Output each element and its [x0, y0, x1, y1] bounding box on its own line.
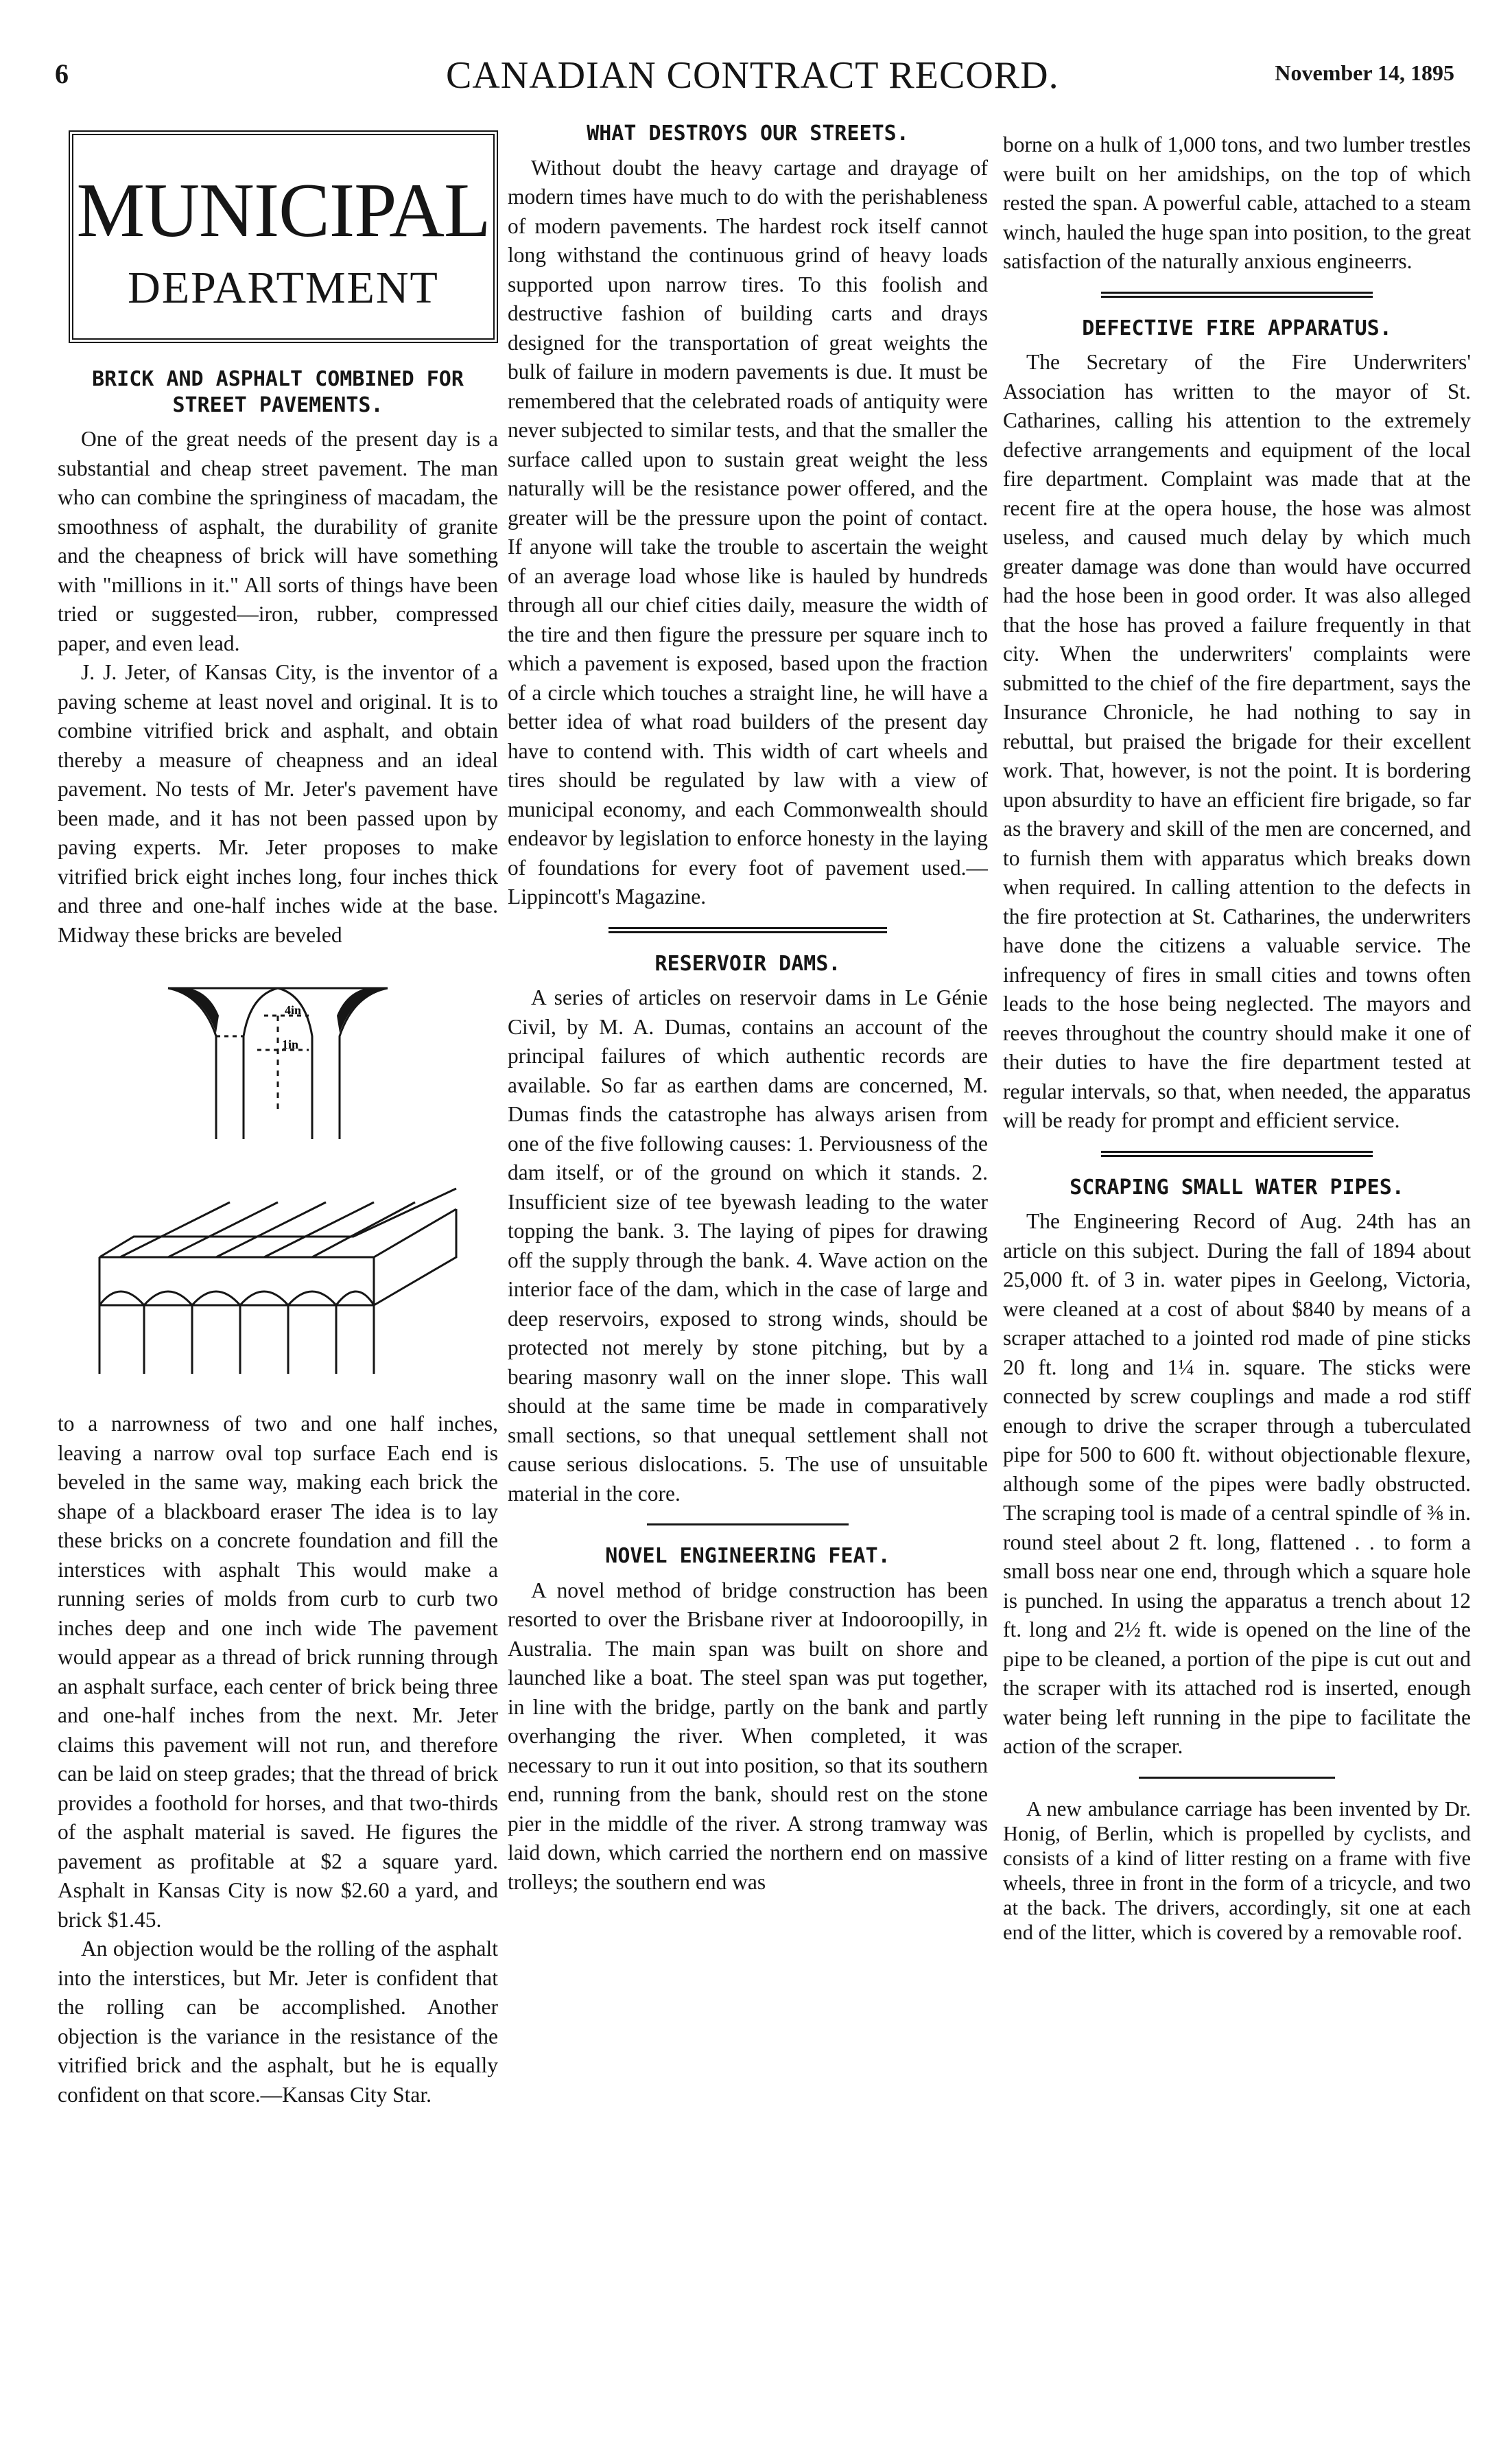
section-divider	[1139, 1777, 1335, 1779]
section-divider	[647, 1523, 849, 1525]
article-brick-p3: to a narrowness of two and one half inches, leaving a narrow oval top surface Each end is beveled in the same way, making each brick the shape of a blackboard eraser The idea is to lay these bricks on a concrete foundation and fill the interstices with asphalt This would make a running series of molds from curb to curb two inches deep and one inch wide The pavement would appear as a thread of brick running through an asphalt surface, each center of brick being three and one-half inches from the next. Mr. Jeter claims this pavement will not run, and therefore can be laid on steep grades; that the thread of brick provides a foothold for horses, and that two-thirds of the asphalt material is saved. He figures the pavement as profitable at $2 a square yard. Asphalt in Kansas City is now $2.60 a yard, and brick $1.45.	[58, 1412, 498, 1932]
illustration-label-mid: 1in	[282, 1038, 299, 1051]
column-left	[58, 117, 498, 2402]
section-divider	[609, 927, 887, 933]
masthead	[55, 54, 1475, 97]
issue-date: November 14, 1895	[1275, 60, 1454, 85]
article-pipes-title: SCRAPING SMALL WATER PIPES.	[1070, 1175, 1404, 1200]
page-number: 6	[55, 58, 69, 89]
article-bridge-title: NOVEL ENGINEERING FEAT.	[605, 1544, 890, 1568]
brick-pavement-perspective-illustration	[93, 1175, 463, 1381]
publication-title: CANADIAN CONTRACT RECORD.	[446, 54, 1059, 97]
department-banner-line1: MUNICIPAL	[76, 168, 491, 253]
section-divider	[1101, 292, 1373, 298]
article-reservoir-p1: A series of articles on reservoir dams in Le Génie Civil, by M. A. Dumas, contains an account of the principal failures of which authentic records are available. So far as earthen dams are concerned, M. Dumas finds the catastrophe has always arisen from one of the five following causes: 1. Perviousness of the dam itself, or of the ground on which it stands. 2. Insufficient size of tee byewash leading to the water topping the bank. 3. The laying of pipes for drawing off the supply through the bank. 4. Wave action on the interior face of the dam, which in the case of large and deep reservoirs, exposed to strong winds, should be protected not merely by stone pitching, but by a bearing masonry wall on the inner slope. This wall should at the same time be made in comparatively small sections, so that unequal settlement shall not cause serious dislocations. 5. The use of unsuitable material in the core.	[508, 985, 988, 1506]
article-pipes-p1: The Engineering Record of Aug. 24th has an article on this subject. During the fall of 1894 about 25,000 ft. of 3 in. water pipes in Geelong, Victoria, were cleaned at a cost of about $840 by means of a scraper attached to a jointed rod made of pine sticks 20 ft. long and 1¼ in. square. The sticks were connected by screw couplings and made a rod stiff enough to drive the scraper through a tuberculated pipe for 500 to 600 ft. without objectionable flexure, although some of the pipes were badly obstructed. The scraping tool is made of a central spindle of ⅜ in. round steel about 2 ft. long, flattened . . to form a small boss near one end, through which a square hole is punched. In using the apparatus a trench about 12 ft. long and 2½ ft. wide is opened on the line of the pipe to be cleaned, a portion of the pipe is cut out and the scraper with its attached rod is inserted, enough water being left running in the pipe to facilitate the action of the scraper.	[1003, 1209, 1471, 1758]
article-bridge-p1: A novel method of bridge construction has been resorted to over the Brisbane river at Indooroopilly, in Australia. The main span was built on shore and launched like a boat. The steel span was put together, in line with the bridge, partly on the bank and partly overhanging the river. When completed, it was necessary to run it out into position, so that its southern end, running from the bank, should rest on the stone pier in the middle of the river. A strong tramway was laid down, which carried the northern end on massive trolleys; the southern end was	[508, 1578, 988, 1894]
article-fire-title: DEFECTIVE FIRE APPARATUS.	[1082, 316, 1392, 340]
article-streets-title: WHAT DESTROYS OUR STREETS.	[587, 121, 909, 145]
brick-section-illustration	[161, 974, 394, 1146]
article-reservoir-title: RESERVOIR DAMS.	[654, 951, 841, 976]
department-banner	[69, 130, 498, 343]
article-brick-title: BRICK AND ASPHALT COMBINED FOR STREET PAVEMENTS.	[92, 367, 464, 417]
article-brick-p1: One of the great needs of the present day is a substantial and cheap street pavement. The man who can combine the springiness of macadam, the smoothness of asphalt, the durability of granite and the cheapness of brick will have something with "millions in it." All sorts of things have been tried or suggested—iron, rubber, compressed paper, and even lead.	[58, 427, 498, 655]
section-divider	[1101, 1151, 1373, 1157]
article-ambulance-p1: A new ambulance carriage has been invented by Dr. Honig, of Berlin, which is propelled by cyclists, and consists of a kind of litter resting on a frame with five wheels, three in front in the form of a tricycle, and two at the back. The drivers, accordingly, sit one at each end of the litter, which is covered by a removable roof.	[1003, 1797, 1471, 1944]
article-streets-p1: Without doubt the heavy cartage and drayage of modern times have much to do with the perishableness of modern pavements. The hardest rock itself cannot long withstand the continuous grind of heavy loads supported upon narrow tires. To this foolish and destructive fashion of building carts and drays designed for the transportation of great weights the bulk of failure in modern pavements is due. It must be remembered that the celebrated roads of antiquity were never subjected to similar tests, and that the smaller the surface called upon to sustain great weight the less naturally will be the resistance power offered, and the greater will be the pressure upon the point of contact. If anyone will take the trouble to ascertain the weight of an average load whose like is hauled by hundreds through all our chief cities daily, measure the width of the tire and then figure the pressure per square inch to which a pavement is exposed, based upon the fraction of a circle which touches a straight line, he will have a better idea of what road builders of the present day have to contend with. This width of cart wheels and tires should be regulated by law with a view of municipal economy, and each Commonwealth should endeavor by legislation to enforce honesty in the laying of foundations for every foot of pavement used.—Lippincott's Magazine.	[508, 155, 988, 909]
article-fire-p1: The Secretary of the Fire Underwriters' Association has written to the mayor of St. Catharines, calling his attention to the extremely defective arrangements and equipment of the local fire department. Complaint was made that at the recent fire at the opera house, the hose was almost useless, and caused much delay by which much greater damage was done than would have occurred had the hose been in good order. It was also alleged that the hose has proved a failure frequently in that city. When the underwriters' complaints were submitted to the chief of the fire department, says the Insurance Chronicle, he had nothing to say in rebuttal, but praised the brigade for their excellent work. That, however, is not the point. It is bordering upon absurdity to have an efficient fire brigade, so far as the bravery and skill of the men are concerned, and to furnish them with apparatus which breaks down when required. In calling attention to the defects in the fire protection at St. Catharines, the underwriters have done the citizens a valuable service. The infrequency of fires in small cities and towns often leads to the hose being neglected. The mayors and reeves throughout the country should make it one of their duties to have the fire department tested at regular intervals, so that, when needed, the apparatus will be ready for prompt and efficient service.	[1003, 350, 1471, 1132]
article-brick-p2: J. J. Jeter, of Kansas City, is the inventor of a paving scheme at least novel and original. It is to combine vitrified brick and asphalt, and obtain thereby a measure of cheapness and an ideal pavement. No tests of Mr. Jeter's pavement have been made, and it has not been passed upon by paving experts. Mr. Jeter proposes to make vitrified brick eight inches long, four inches thick and three and one-half inches wide at the base. Midway these bricks are beveled	[58, 660, 498, 947]
column-middle	[508, 121, 988, 2406]
department-banner-line2: DEPARTMENT	[128, 263, 439, 313]
column-right	[1003, 130, 1471, 2416]
article-brick-p4: An objection would be the rolling of the asphalt into the interstices, but Mr. Jeter is confident that the rolling can be accomplished. Another objection is the variance in the resistance of the vitrified brick and the asphalt, but he is equally confident on that score.—Kansas City Star.	[58, 1937, 498, 2107]
article-bridge-p2: borne on a hulk of 1,000 tons, and two lumber trestles were built on her amidships, on the top of which rested the span. A powerful cable, attached to a steam winch, hauled the huge span into position, to the great satisfaction of the naturally anxious engineerrs.	[1003, 132, 1471, 273]
illustration-label-top: 4in	[285, 1003, 302, 1017]
